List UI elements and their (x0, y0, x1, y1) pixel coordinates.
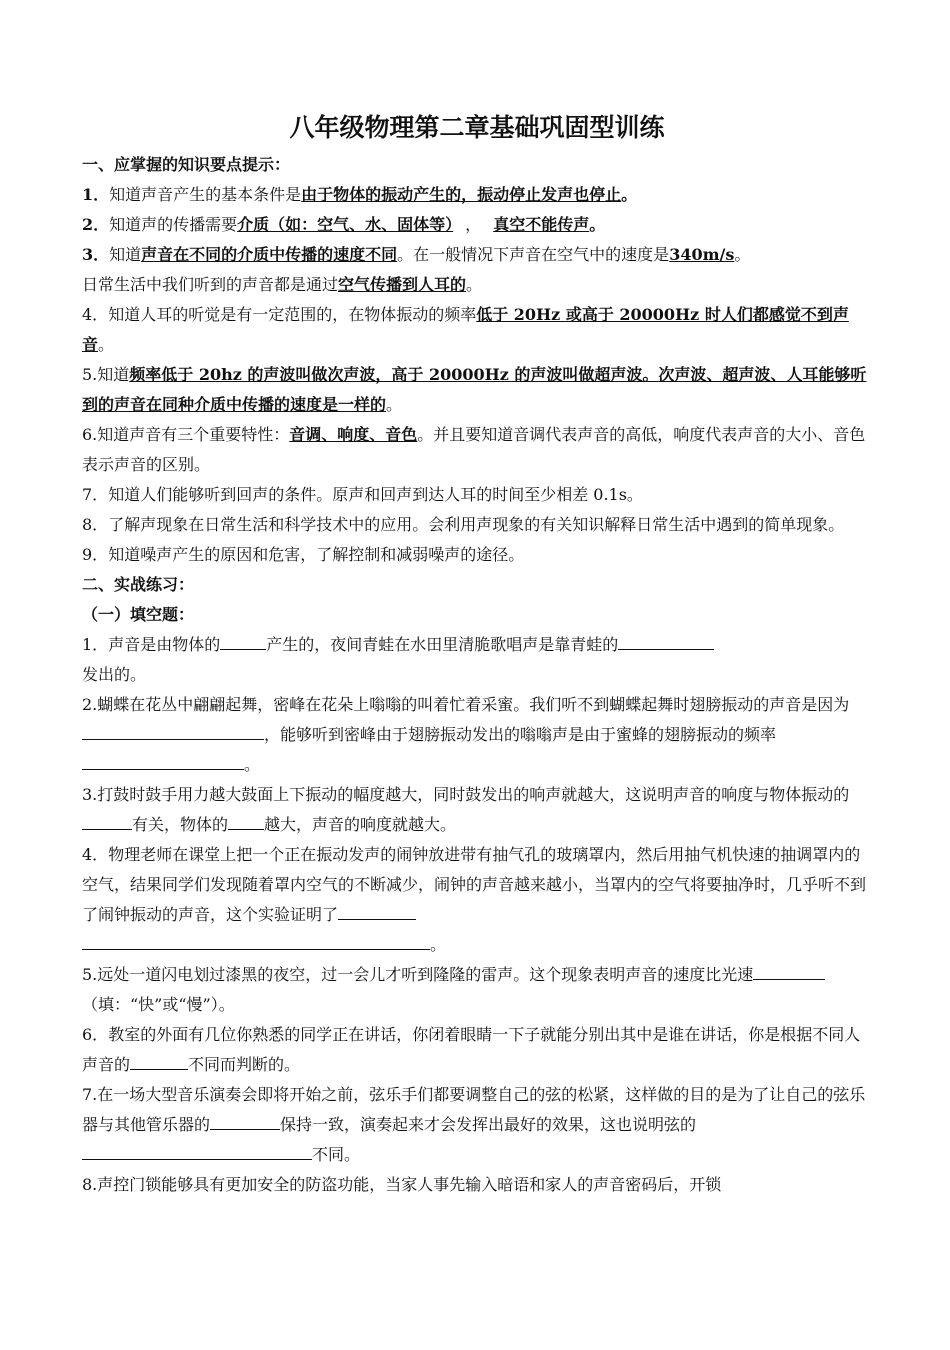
section-2-heading: 二、实战练习： (82, 575, 195, 594)
key-text: 真空不能传声 (493, 215, 590, 234)
question-text: 越大，声音的响度就越大。 (264, 815, 457, 834)
answer-blank[interactable] (338, 901, 416, 920)
question-text: ，能够听到密峰由于翅膀振动发出的嗡嗡声是由于蜜蜂的翅膀振动的频率 (264, 725, 777, 744)
question-text: 。 (430, 935, 447, 954)
point-7 (82, 480, 872, 510)
point-9 (82, 540, 872, 570)
question-text: 物理老师在课堂上把一个正在振动发声的闹钟放进带有抽气孔的玻璃罩内，然后用抽气机快速的抽调罩内的空气，结果同学们发现随着罩内空气的不断减少，闹钟的声音越来越小，当罩内的空气将要抽净时，几乎听不到了闹钟振动的声音，这个实验证明了 (82, 845, 867, 924)
answer-blank[interactable] (210, 1111, 280, 1130)
point-number: 5. (82, 365, 98, 384)
point-number: 6. (82, 425, 98, 444)
point-number: 1． (82, 185, 110, 204)
point-text: 。在一般情况下声音在空气中的速度是 (397, 245, 670, 264)
question-6 (82, 1020, 872, 1080)
question-number: 6． (82, 1025, 109, 1044)
point-number: 4． (82, 305, 109, 324)
answer-blank[interactable] (618, 631, 714, 650)
point-text: ， (465, 215, 482, 234)
point-number: 7． (82, 485, 109, 504)
key-text: 声音在不同的介质中传播的速度不同 (141, 245, 398, 264)
point-3-continued (82, 270, 872, 300)
question-text: 。 (244, 755, 261, 774)
answer-blank[interactable] (82, 811, 132, 830)
question-text: 蝴蝶在花丛中翩翩起舞，密峰在花朵上嗡嗡的叫着忙着采蜜。我们听不到蝴蝶起舞时翅膀振动的声音是因为 (97, 695, 850, 714)
answer-blank[interactable] (130, 1051, 188, 1070)
question-4 (82, 840, 872, 960)
question-text: 不同。 (312, 1145, 361, 1164)
answer-blank[interactable] (82, 721, 264, 740)
question-number: 2. (82, 695, 98, 714)
point-end: 。 (621, 185, 638, 204)
point-end: 。 (734, 245, 751, 264)
question-number: 8. (82, 1175, 98, 1194)
point-text: 知道声音产生的基本条件是 (109, 185, 302, 204)
answer-blank[interactable] (82, 1141, 312, 1160)
point-text: 。并且要知道音调代表声音的高低，响度代表声音的大小、音色表示声音的区别。 (82, 425, 866, 474)
question-text: 声音是由物体的 (108, 635, 221, 654)
answer-blank[interactable] (220, 631, 266, 650)
point-end: 。 (466, 275, 483, 294)
question-number: 5. (82, 965, 98, 984)
answer-blank[interactable] (228, 811, 264, 830)
point-text: 知道声的传播需要 (109, 215, 238, 234)
question-2 (82, 690, 872, 780)
point-text: 知道人耳的听觉是有一定范围的，在物体振动的频率 (108, 305, 477, 324)
question-number: 7. (82, 1085, 98, 1104)
point-number: 9． (82, 545, 109, 564)
key-text: 介质（如：空气、水、固体等） (237, 215, 454, 234)
question-7 (82, 1080, 872, 1170)
question-text: 保持一致，演奏起来才会发挥出最好的效果，这也说明弦的 (280, 1115, 697, 1134)
question-text: 在一场大型音乐演奏会即将开始之前，弦乐手们都要调整自己的弦的松紧，这样做的目的是为了让自己的弦乐器与其他管乐器的 (82, 1085, 866, 1134)
point-end: 。 (98, 335, 115, 354)
section-1-heading: 一、应掌握的知识要点提示： (82, 155, 291, 174)
point-number: 3． (82, 245, 110, 264)
question-text: 远处一道闪电划过漆黑的夜空，过一会儿才听到隆隆的雷声。这个现象表明声音的速度比光速 (97, 965, 754, 984)
question-text: 教室的外面有几位你熟悉的同学正在讲话，你闭着眼睛一下子就能分别出其中是谁在讲话，你是根据不同人声音的 (82, 1025, 861, 1074)
question-text: （填：“快”或“慢”）。 (82, 995, 235, 1014)
key-text: 340m/s (669, 245, 735, 264)
point-3 (82, 240, 872, 270)
point-number: 2． (82, 215, 110, 234)
question-number: 4． (82, 845, 109, 864)
point-text: 知道 (109, 245, 142, 264)
point-text: 知道人们能够听到回声的条件。原声和回声到达人耳的时间至少相差 0.1s。 (108, 485, 643, 504)
point-end: 。 (386, 395, 403, 414)
question-number: 1． (82, 635, 109, 654)
key-text: 空气传播到人耳的 (338, 275, 467, 294)
question-text: 打鼓时鼓手用力越大鼓面上下振动的幅度越大，同时鼓发出的响声就越大，这说明声音的响度与物体振动的 (97, 785, 850, 804)
question-number: 3. (82, 785, 98, 804)
question-3 (82, 780, 872, 840)
point-text: 了解声现象在日常生活和科学技术中的应用。会利用声现象的有关知识解释日常生活中遇到的简单现象。 (108, 515, 845, 534)
point-5 (82, 360, 872, 420)
fill-blank-heading: （一）填空题： (82, 605, 195, 624)
answer-blank[interactable] (753, 961, 825, 980)
document-page (82, 110, 872, 1200)
question-text: 不同而判断的。 (188, 1055, 301, 1074)
key-text: 音调、响度、音色 (289, 425, 418, 444)
key-text: 低于 20Hz 或高于 20000Hz 时人们都感觉不到声音 (82, 305, 849, 354)
point-text: 知道噪声产生的原因和危害，了解控制和减弱噪声的途径。 (108, 545, 525, 564)
point-text: 日常生活中我们听到的声音都是通过 (82, 275, 339, 294)
point-1 (82, 180, 872, 210)
key-text: 频率低于 20hz 的声波叫做次声波，高于 20000Hz 的声波叫做超声波。次声波、超声波、人耳能够听到的声音在同种介质中传播的速度是一样的 (82, 365, 867, 414)
question-text: 声控门锁能够具有更加安全的防盗功能，当家人事先输入暗语和家人的声音密码后，开锁 (97, 1175, 722, 1194)
point-text: 知道声音有三个重要特性： (97, 425, 290, 444)
point-text: 知道 (97, 365, 130, 384)
point-8 (82, 510, 872, 540)
question-5 (82, 960, 872, 1020)
point-end: 。 (589, 215, 606, 234)
question-text: 产生的，夜间青蛙在水田里清脆歌唱声是靠青蛙的 (266, 635, 619, 654)
question-text: 有关，物体的 (132, 815, 229, 834)
question-1 (82, 630, 872, 690)
point-2 (82, 210, 872, 240)
answer-blank[interactable] (82, 751, 244, 770)
question-8 (82, 1170, 872, 1200)
key-text: 由于物体的振动产生的，振动停止发声也停止 (301, 185, 622, 204)
answer-blank[interactable] (82, 931, 430, 950)
question-text: 发出的。 (82, 665, 147, 684)
point-4 (82, 300, 872, 360)
page-title: 八年级物理第二章基础巩固型训练 (289, 113, 665, 142)
point-6 (82, 420, 872, 480)
point-number: 8． (82, 515, 109, 534)
